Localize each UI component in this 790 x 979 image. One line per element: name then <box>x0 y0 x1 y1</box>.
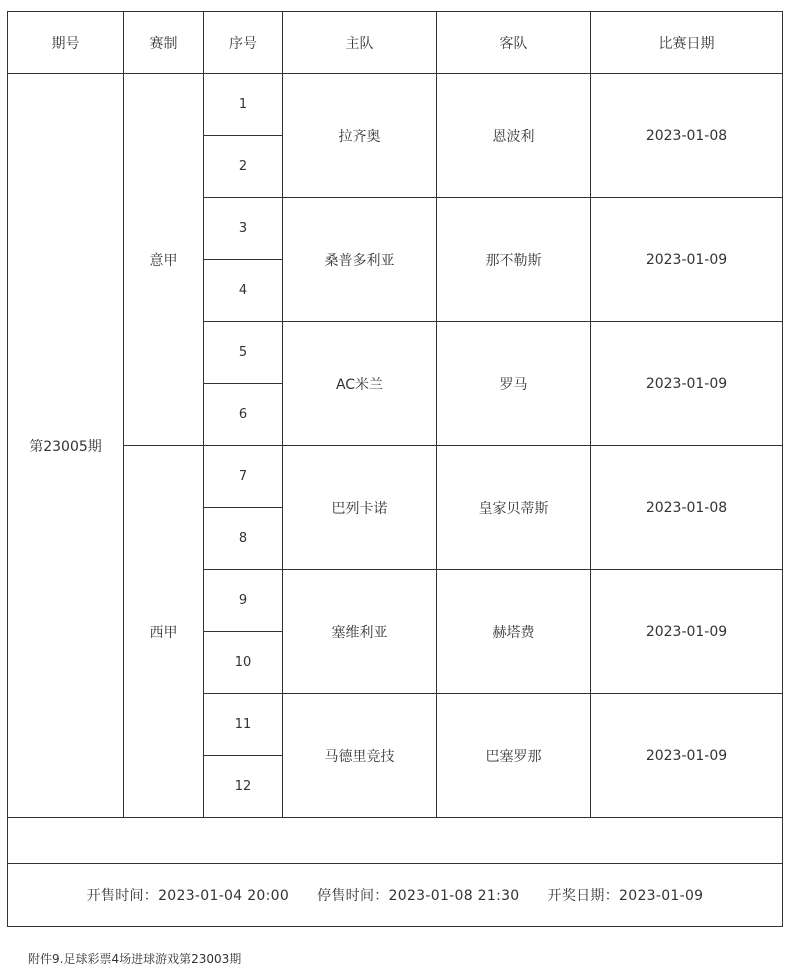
home-team-cell: 塞维利亚 <box>283 570 437 694</box>
match-date-cell: 2023-01-09 <box>591 570 783 694</box>
seq-cell: 12 <box>204 756 283 818</box>
header-period: 期号 <box>8 12 124 74</box>
blank-cell <box>8 818 783 864</box>
match-date-cell: 2023-01-08 <box>591 446 783 570</box>
table-row <box>8 446 783 508</box>
away-team-cell: 恩波利 <box>437 74 591 198</box>
match-date-cell: 2023-01-09 <box>591 322 783 446</box>
seq-cell: 11 <box>204 694 283 756</box>
header-seq: 序号 <box>204 12 283 74</box>
attachment-caption: 附件9.足球彩票4场进球游戏第23003期 <box>28 952 242 966</box>
league-cell: 意甲 <box>124 74 204 446</box>
match-schedule-table <box>7 11 783 927</box>
away-team-cell: 那不勒斯 <box>437 198 591 322</box>
seq-cell: 4 <box>204 260 283 322</box>
header-format: 赛制 <box>124 12 204 74</box>
header-away-team: 客队 <box>437 12 591 74</box>
match-date-cell: 2023-01-08 <box>591 74 783 198</box>
seq-cell: 3 <box>204 198 283 260</box>
away-team-cell: 赫塔费 <box>437 570 591 694</box>
sale-info-cell <box>8 864 783 927</box>
sale-start-time: 开售时间：2023-01-04 20:00 <box>86 888 290 904</box>
seq-cell: 10 <box>204 632 283 694</box>
seq-cell: 6 <box>204 384 283 446</box>
match-date-cell: 2023-01-09 <box>591 198 783 322</box>
match-date-cell: 2023-01-09 <box>591 694 783 818</box>
seq-cell: 2 <box>204 136 283 198</box>
home-team-cell: 拉齐奥 <box>283 74 437 198</box>
header-home-team: 主队 <box>283 12 437 74</box>
header-row <box>8 12 783 74</box>
home-team-cell: AC米兰 <box>283 322 437 446</box>
seq-cell: 5 <box>204 322 283 384</box>
away-team-cell: 皇家贝蒂斯 <box>437 446 591 570</box>
draw-date: 开奖日期：2023-01-09 <box>547 888 704 904</box>
home-team-cell: 马德里竞技 <box>283 694 437 818</box>
home-team-cell: 桑普多利亚 <box>283 198 437 322</box>
period-cell: 第23005期 <box>8 74 124 818</box>
seq-cell: 1 <box>204 74 283 136</box>
table-row <box>8 74 783 136</box>
seq-cell: 9 <box>204 570 283 632</box>
away-team-cell: 巴塞罗那 <box>437 694 591 818</box>
blank-row <box>8 818 783 864</box>
sale-stop-time: 停售时间：2023-01-08 21:30 <box>317 888 520 904</box>
home-team-cell: 巴列卡诺 <box>283 446 437 570</box>
header-match-date: 比赛日期 <box>591 12 783 74</box>
away-team-cell: 罗马 <box>437 322 591 446</box>
league-cell: 西甲 <box>124 446 204 818</box>
seq-cell: 7 <box>204 446 283 508</box>
seq-cell: 8 <box>204 508 283 570</box>
footer-row <box>8 864 783 927</box>
